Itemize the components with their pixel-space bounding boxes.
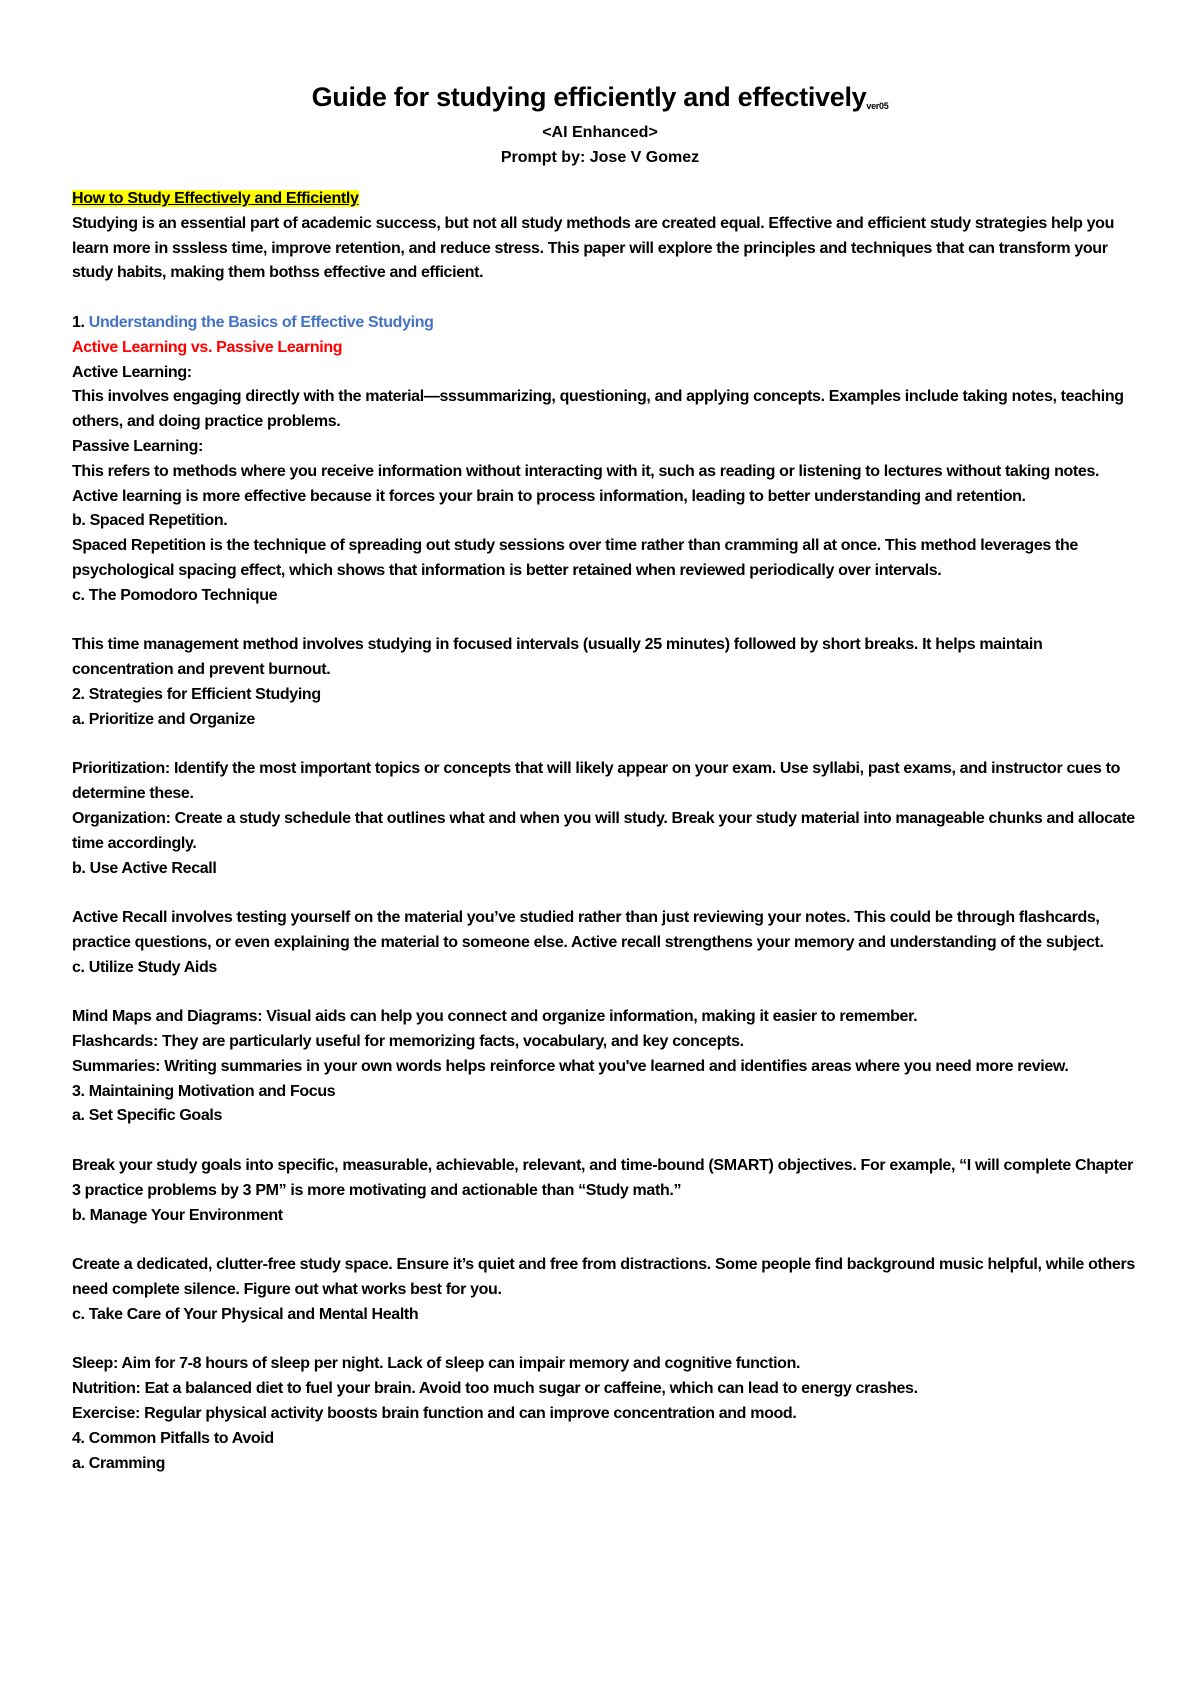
spacer: [72, 286, 1140, 311]
environment-heading: b. Manage Your Environment: [72, 1206, 283, 1224]
spaced-repetition-paragraph: Spaced Repetition is the technique of spreading out study sessions over time rather than cramming all at once. This method leverages the psychological spacing effect, which shows that information is better retained when reviewed periodically over intervals.: [72, 537, 1078, 579]
nutrition-paragraph: Nutrition: Eat a balanced diet to fuel your brain. Avoid too much sugar or caffeine, which can lead to energy crashes.: [72, 1380, 918, 1398]
study-aids-heading: c. Utilize Study Aids: [72, 958, 217, 976]
spacer: [72, 1129, 1140, 1154]
intro-heading: How to Study Effectively and Efficiently: [72, 190, 359, 207]
section-3-heading: 3. Maintaining Motivation and Focus: [72, 1082, 336, 1100]
section-1-subheading: Active Learning vs. Passive Learning: [72, 338, 343, 356]
passive-learning-paragraph: This refers to methods where you receive information without interacting with it, such as reading or listening to lectures without taking notes. Active learning is more effective because it forces your brain to process information, leading to better understanding and retention.: [72, 462, 1100, 505]
spacer: [72, 981, 1140, 1006]
goals-heading: a. Set Specific Goals: [72, 1107, 223, 1125]
intro-paragraph: Studying is an essential part of academic success, but not all study methods are created equal. Effective and efficient study strategies help you learn more in sssless time, improve retention, and reduce stress. This paper will explore the principles and techniques that can transform your study habits, making them bothss effective and efficient.: [72, 214, 1115, 282]
section-1-heading: [72, 311, 1140, 336]
document-body: [72, 187, 1140, 1476]
mind-maps-paragraph: Mind Maps and Diagrams: Visual aids can help you connect and organize information, making it easier to remember.: [72, 1008, 918, 1026]
document-title: Guide for studying efficiently and effectivelyver05: [311, 82, 889, 112]
section-2-heading: 2. Strategies for Efficient Studying: [72, 685, 321, 703]
goals-paragraph: Break your study goals into specific, measurable, achievable, relevant, and time-bound (SMART) objectives. For example, “I will complete Chapter 3 practice problems by 3 PM” is more motivating and actionable than “Study math.”: [72, 1157, 1134, 1199]
organization-paragraph: Organization: Create a study schedule that outlines what and when you will study. Break your study material into manageable chunks and allocate time accordingly.: [72, 809, 1135, 852]
active-recall-paragraph: Active Recall involves testing yourself on the material you’ve studied rather than just reviewing your notes. This could be through flashcards, practice questions, or even explaining the material to someone else. Active recall strengthens your memory and understanding of the subject.: [72, 909, 1104, 951]
health-heading: c. Take Care of Your Physical and Mental Health: [72, 1305, 419, 1323]
sleep-paragraph: Sleep: Aim for 7-8 hours of sleep per night. Lack of sleep can impair memory and cognitive function.: [72, 1355, 801, 1373]
spacer: [72, 881, 1140, 906]
section-1-number: 1.: [72, 313, 89, 331]
summaries-paragraph: Summaries: Writing summaries in your own words helps reinforce what you've learned and identifies areas where you need more review.: [72, 1057, 1069, 1075]
passive-learning-label: Passive Learning:: [72, 437, 203, 455]
spaced-repetition-heading: b. Spaced Repetition.: [72, 512, 228, 530]
section-1-title: Understanding the Basics of Effective Studying: [88, 313, 434, 331]
document-header: [0, 80, 1200, 170]
intro-heading-line: [72, 187, 1140, 212]
pomodoro-paragraph: This time management method involves studying in focused intervals (usually 25 minutes) followed by short breaks. It helps maintain concentration and prevent burnout.: [72, 636, 1043, 679]
version-tag: ver05: [866, 101, 889, 111]
prioritize-heading: a. Prioritize and Organize: [72, 710, 255, 728]
active-learning-label: Active Learning:: [72, 363, 192, 381]
document-author: Prompt by: Jose V Gomez: [500, 149, 700, 166]
cramming-heading: a. Cramming: [72, 1454, 166, 1472]
spacer: [72, 1228, 1140, 1253]
environment-paragraph: Create a dedicated, clutter-free study space. Ensure it’s quiet and free from distractions. Some people find background music helpful, while others need complete silence. Figure out what works best for you.: [72, 1256, 1135, 1299]
flashcards-paragraph: Flashcards: They are particularly useful for memorizing facts, vocabulary, and key concepts.: [72, 1033, 744, 1051]
pomodoro-heading: c. The Pomodoro Technique: [72, 586, 278, 604]
exercise-paragraph: Exercise: Regular physical activity boosts brain function and can improve concentration and mood.: [72, 1405, 797, 1423]
prioritization-paragraph: Prioritization: Identify the most important topics or concepts that will likely appear on your exam. Use syllabi, past exams, and instructor cues to determine these.: [72, 760, 1121, 803]
spacer: [72, 609, 1140, 634]
document-subtitle: <AI Enhanced>: [542, 124, 658, 141]
active-recall-heading: b. Use Active Recall: [72, 859, 217, 877]
spacer: [72, 1328, 1140, 1353]
section-4-heading: 4. Common Pitfalls to Avoid: [72, 1429, 274, 1447]
active-learning-paragraph: This involves engaging directly with the material—sssummarizing, questioning, and applying concepts. Examples include taking notes, teaching others, and doing practice problems.: [72, 388, 1124, 431]
spacer: [72, 733, 1140, 758]
